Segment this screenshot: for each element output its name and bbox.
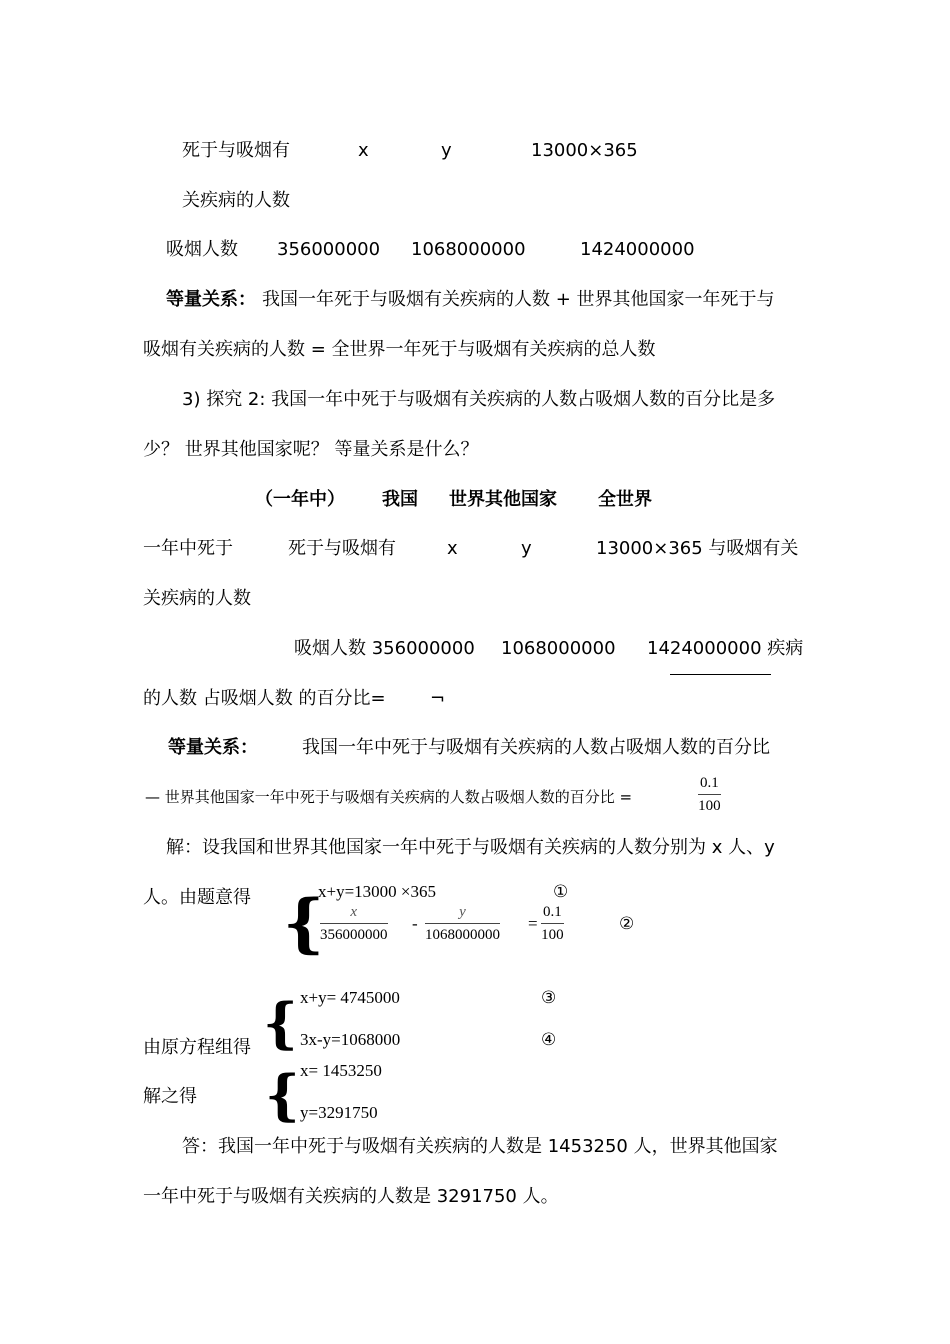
fraction-rule <box>670 674 771 675</box>
relation2-line2: — 世界其他国家一年中死于与吸烟有关疾病的人数占吸烟人数的百分比 = <box>145 788 633 806</box>
table1-row1-label: 死于与吸烟有 <box>182 140 290 161</box>
table1-row2-china: 356000000 <box>277 239 381 260</box>
table1-row2-world: 1424000000 <box>580 239 695 260</box>
eq1: x+y=13000 ×365 <box>318 882 437 901</box>
eq3-number: ③ <box>541 988 557 1007</box>
eq2-f2-num: y <box>425 902 500 924</box>
table2-row1-total: 13000×365 与吸烟有关 <box>596 538 799 559</box>
table2-row3-symbol: ¬ <box>430 688 446 709</box>
system2-brace: { <box>263 991 298 1055</box>
table2-row2-world: 1424000000 疾病 <box>647 638 804 659</box>
answer-line2: 一年中死于与吸烟有关疾病的人数是 3291750 人。 <box>143 1186 559 1207</box>
table2-row1-cont: 关疾病的人数 <box>143 588 251 609</box>
table2-row1-label: 一年中死于 <box>143 538 233 559</box>
relation2-label: 等量关系： <box>168 737 258 758</box>
table2-row3-label: 的人数 占吸烟人数 的百分比= <box>143 688 386 709</box>
table2-header-other: 世界其他国家 <box>449 489 557 510</box>
table1-row1-label-cont: 关疾病的人数 <box>182 190 290 211</box>
eq2-fraction-2 <box>425 902 500 946</box>
table1-row1-x: x <box>358 140 369 161</box>
eq1-number: ① <box>553 882 569 901</box>
eq2-minus: - <box>412 914 418 933</box>
table1-row2-label: 吸烟人数 <box>166 239 238 260</box>
explore2-line1: 3) 探究 2: 我国一年中死于与吸烟有关疾病的人数占吸烟人数的百分比是多 <box>182 389 776 410</box>
eq2-fraction-3 <box>541 902 564 946</box>
eq2-f2-den: 1068000000 <box>425 927 500 943</box>
eq4: 3x-y=1068000 <box>300 1030 401 1049</box>
relation1-line1: 我国一年死于与吸烟有关疾病的人数 + 世界其他国家一年死于与 <box>262 289 775 310</box>
eq2-number: ② <box>619 914 635 933</box>
table2-row2-other: 1068000000 <box>501 638 616 659</box>
eq3: x+y= 4745000 <box>300 988 400 1007</box>
relation2-frac-den: 100 <box>698 798 721 814</box>
relation2-line1: 我国一年中死于与吸烟有关疾病的人数占吸烟人数的百分比 <box>302 737 770 758</box>
eq2-fraction-1 <box>320 902 388 946</box>
eq4-number: ④ <box>541 1030 557 1049</box>
explore2-line2: 少？ 世界其他国家呢？ 等量关系是什么？ <box>143 439 479 460</box>
relation2-fraction <box>698 773 721 817</box>
table1-row1-total: 13000×365 <box>531 140 638 161</box>
solution-x: x= 1453250 <box>300 1061 382 1080</box>
table1-row2-other: 1068000000 <box>411 239 526 260</box>
solve-label: 解之得 <box>143 1086 197 1107</box>
table2-header-period: （一年中） <box>255 489 345 510</box>
relation1-label: 等量关系： <box>166 289 256 310</box>
table2-row1-x: x <box>447 538 458 559</box>
table2-row1-y: y <box>521 538 532 559</box>
table2-header-world: 全世界 <box>598 489 652 510</box>
eq2-f1-num: x <box>320 902 388 924</box>
table2-row2-china: 吸烟人数 356000000 <box>294 638 475 659</box>
solution-line2: 人。由题意得 <box>143 887 251 908</box>
table1-row1-y: y <box>441 140 452 161</box>
relation2-frac-num: 0.1 <box>698 773 721 795</box>
system3-brace: { <box>265 1063 300 1127</box>
derived-label: 由原方程组得 <box>143 1037 251 1058</box>
eq2-f3-num: 0.1 <box>541 902 564 924</box>
eq2-f3-den: 100 <box>541 927 564 943</box>
answer-line1: 答：我国一年中死于与吸烟有关疾病的人数是 1453250 人，世界其他国家 <box>182 1136 778 1157</box>
table2-header-china: 我国 <box>382 489 418 510</box>
solution-line1: 解：设我国和世界其他国家一年中死于与吸烟有关疾病的人数分别为 x 人、y <box>166 837 775 858</box>
eq2-equals: = <box>528 914 538 933</box>
eq2-f1-den: 356000000 <box>320 927 388 943</box>
solution-y: y=3291750 <box>300 1103 378 1122</box>
relation1-line2: 吸烟有关疾病的人数 = 全世界一年死于与吸烟有关疾病的总人数 <box>143 339 656 360</box>
system1-brace: { <box>283 886 325 961</box>
table2-row1-sub: 死于与吸烟有 <box>288 538 396 559</box>
